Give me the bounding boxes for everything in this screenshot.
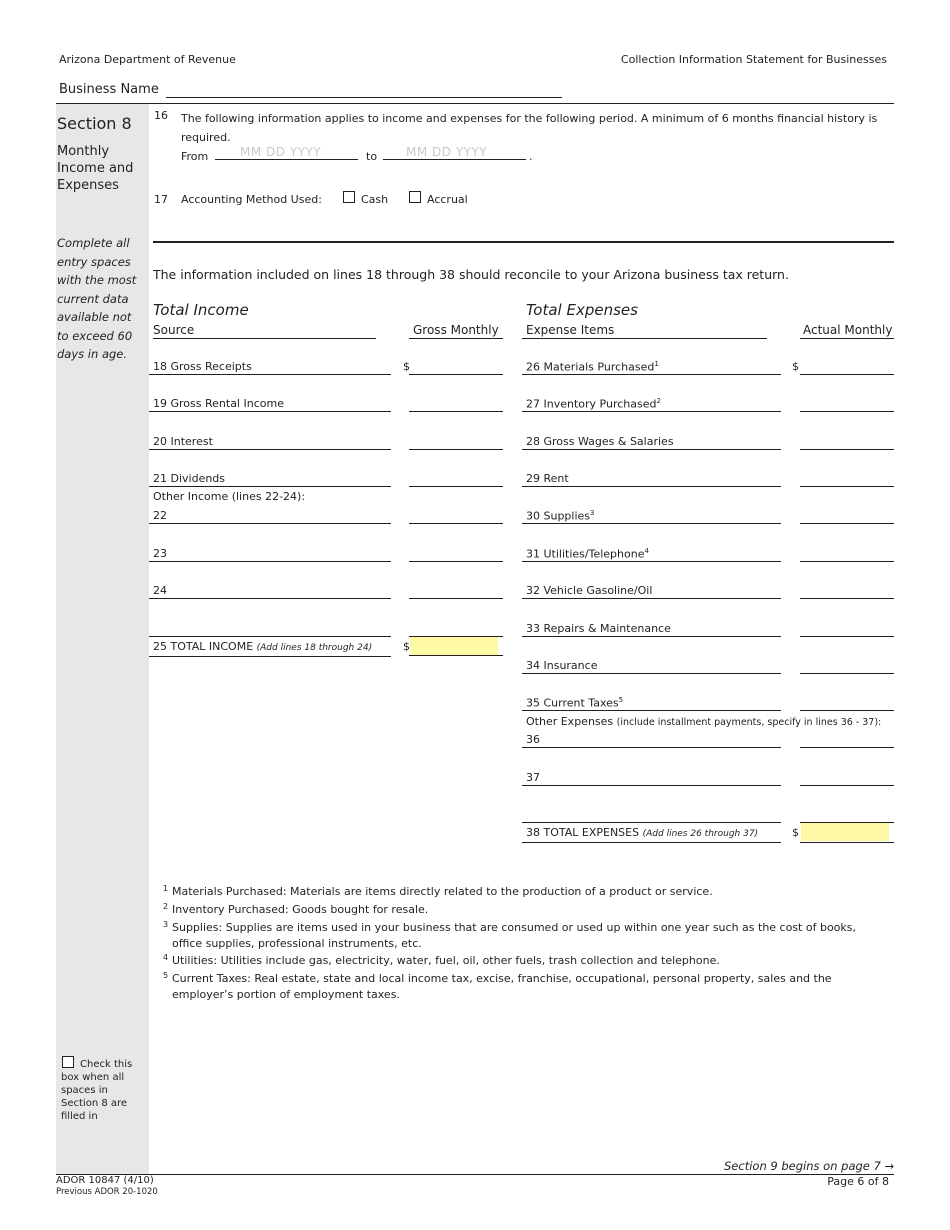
page-number: Page 6 of 8: [827, 1175, 889, 1188]
footnote-number: 4: [163, 953, 169, 962]
expense-row-label: [526, 659, 597, 672]
other-income-row-label: 24: [153, 584, 167, 597]
other-income-amount-field[interactable]: [409, 523, 503, 524]
expense-total-top-rule: [522, 822, 781, 823]
expenses-title: Total Expenses: [526, 301, 638, 319]
section-complete-note: Check this box when all spaces in Section 8 are filled in: [61, 1059, 133, 1122]
other-expense-description-field[interactable]: [522, 747, 781, 748]
line-16-number: 16: [154, 109, 168, 122]
total-income-label-rule: [149, 656, 391, 657]
expenses-items-header-rule: [522, 338, 767, 339]
expense-row-amount-field[interactable]: [800, 449, 894, 450]
expense-row-text: 33 Repairs & Maintenance: [526, 622, 671, 635]
other-expense-row-label: 36: [526, 733, 540, 746]
expense-row-text: 27 Inventory Purchased: [526, 397, 657, 411]
arrow-right-icon: →: [884, 1159, 895, 1173]
income-source-header: Source: [153, 323, 195, 337]
form-title: Collection Information Statement for Businesses: [620, 53, 887, 66]
other-income-description-field[interactable]: [149, 598, 391, 599]
from-date-placeholder: MM DD YYYY: [240, 145, 322, 159]
expense-row-label-rule: [522, 636, 781, 637]
income-amount-header-rule: [409, 338, 503, 339]
to-label: to: [366, 150, 378, 163]
cash-label: Cash: [361, 193, 389, 206]
expense-row-amount-field[interactable]: [800, 411, 894, 412]
other-expenses-label: Other Expenses (include installment payments, specify in lines 36 - 37):: [526, 715, 882, 728]
header-rule: [56, 103, 894, 104]
section-divider: [153, 241, 894, 243]
other-expense-amount-field[interactable]: [800, 785, 894, 786]
expense-row-amount-field[interactable]: [800, 561, 894, 562]
other-income-description-field[interactable]: [149, 523, 391, 524]
section-subtitle: Monthly Income and Expenses: [57, 144, 134, 193]
expense-row-label: [526, 547, 649, 561]
to-date-field[interactable]: [383, 159, 526, 160]
total-income-field[interactable]: [410, 637, 498, 655]
expense-row-label: [526, 584, 652, 597]
expense-row-footnote-ref: 2: [656, 397, 661, 405]
income-row-amount-field[interactable]: [409, 486, 503, 487]
expense-row-footnote-ref: 3: [590, 509, 595, 517]
other-income-row-label: 23: [153, 547, 167, 560]
expense-row-label-rule: [522, 523, 781, 524]
expense-row-label: [526, 622, 671, 635]
expense-row-label-rule: [522, 673, 781, 674]
total-income-dollar: $: [403, 640, 410, 653]
next-section-note: Section 9 begins on page 7 →: [724, 1159, 895, 1173]
expense-row-footnote-ref: 5: [618, 696, 624, 704]
reconcile-note: The information included on lines 18 through 38 should reconcile to your Arizona business tax return.: [153, 267, 789, 282]
expense-row-text: 32 Vehicle Gasoline/Oil: [526, 584, 653, 597]
total-income-field-rule: [409, 655, 503, 656]
expense-row-amount-field[interactable]: [800, 673, 894, 674]
expenses-items-header: Expense Items: [526, 323, 615, 337]
period-end: .: [529, 150, 533, 163]
accrual-label: Accrual: [427, 193, 468, 206]
total-income-note: (Add lines 18 through 24): [256, 643, 373, 653]
footer-rule: [56, 1174, 894, 1175]
total-expenses-label: 38 TOTAL EXPENSES (Add lines 26 through 37): [526, 826, 759, 839]
section-instruction: Complete all entry spaces with the most current data available not to exceed 60 days in age.: [57, 236, 137, 361]
expense-row-amount-field[interactable]: [800, 598, 894, 599]
other-expense-row-label: 37: [526, 771, 540, 784]
income-row-amount-field[interactable]: [409, 449, 503, 450]
expenses-amount-header: Actual Monthly: [803, 323, 893, 337]
footnote-text: Utilities: Utilities include gas, electricity, water, fuel, oil, other fuels, trash collection and telephone.: [172, 954, 720, 967]
other-expense-description-field[interactable]: [522, 785, 781, 786]
income-row-label-rule: [149, 449, 391, 450]
income-row-label-rule: [149, 411, 391, 412]
expense-row-label-rule: [522, 561, 781, 562]
expense-row-label-rule: [522, 449, 781, 450]
section-title: Section 8: [57, 114, 132, 133]
expense-row-text: 28 Gross Wages & Salaries: [526, 435, 674, 448]
total-expenses-note: (Add lines 26 through 37): [642, 829, 759, 839]
expense-row-text: 30 Supplies: [526, 509, 591, 523]
income-row-amount-field[interactable]: [409, 374, 503, 375]
to-date-placeholder: MM DD YYYY: [406, 145, 488, 159]
income-source-header-rule: [153, 338, 376, 339]
expense-row-label: [526, 360, 659, 374]
expense-row-label: [526, 696, 623, 710]
footnote-text: Current Taxes: Real estate, state and local income tax, excise, franchise, occupational, personal property, sales and the employer’s portion of employment taxes.: [172, 972, 832, 1001]
total-income-label: 25 TOTAL INCOME (Add lines 18 through 24): [153, 640, 373, 653]
total-expenses-label-rule: [522, 842, 781, 843]
other-expenses-note: (include installment payments, specify in lines 36 - 37):: [616, 717, 882, 728]
income-row-label-rule: [149, 486, 391, 487]
total-expenses-dollar: $: [792, 826, 799, 839]
income-row-amount-field[interactable]: [409, 411, 503, 412]
other-income-row-label: 22: [153, 509, 167, 522]
accounting-method-label: Accounting Method Used:: [181, 193, 322, 206]
footnote-number: 5: [163, 971, 169, 980]
income-total-top-rule: [149, 636, 391, 637]
business-name-field[interactable]: [166, 97, 562, 98]
expense-row-label-rule: [522, 710, 781, 711]
footnote-number: 1: [163, 884, 169, 893]
expense-row-label: [526, 472, 569, 485]
line-17-number: 17: [154, 193, 168, 206]
income-amount-header: Gross Monthly: [413, 323, 499, 337]
expense-row-dollar: $: [792, 360, 799, 373]
expense-row-label: [526, 435, 674, 448]
expense-row-footnote-ref: 4: [644, 547, 649, 555]
expense-row-label-rule: [522, 598, 781, 599]
other-expense-amount-field[interactable]: [800, 747, 894, 748]
footnote-text: Materials Purchased: Materials are items directly related to the production of a product or service.: [172, 885, 713, 898]
expense-row-amount-field[interactable]: [800, 486, 894, 487]
other-income-label: Other Income (lines 22-24):: [153, 490, 306, 503]
expense-row-amount-field[interactable]: [800, 636, 894, 637]
income-row-dollar: $: [403, 360, 410, 373]
line-16-text: The following information applies to income and expenses for the following period. A minimum of 6 months financial history is required.: [181, 112, 878, 144]
form-id: ADOR 10847 (4/10): [56, 1175, 154, 1186]
expense-row-text: 35 Current Taxes: [526, 696, 619, 710]
expense-row-label: [526, 397, 661, 411]
income-row-label: 21 Dividends: [153, 472, 226, 485]
footnote-number: 3: [163, 920, 169, 929]
accrual-checkbox[interactable]: [409, 191, 421, 203]
expense-row-footnote-ref: 1: [654, 360, 659, 368]
income-row-label: 18 Gross Receipts: [153, 360, 252, 373]
expense-row-text: 29 Rent: [526, 472, 569, 485]
expense-row-amount-field[interactable]: [800, 710, 894, 711]
from-date-field[interactable]: [215, 159, 358, 160]
footnote-text: Inventory Purchased: Goods bought for resale.: [172, 903, 429, 916]
other-income-description-field[interactable]: [149, 561, 391, 562]
from-label: From: [181, 150, 209, 163]
footnote-number: 2: [163, 902, 169, 911]
cash-checkbox[interactable]: [343, 191, 355, 203]
total-expenses-field[interactable]: [801, 823, 889, 841]
footnote-text: Supplies: Supplies are items used in your business that are consumed or used up within one year such as the cost of books, office supplies, professional instruments, etc.: [172, 921, 857, 950]
expenses-amount-header-rule: [800, 338, 894, 339]
income-row-label: 20 Interest: [153, 435, 213, 448]
agency-name: Arizona Department of Revenue: [59, 53, 236, 66]
income-title: Total Income: [153, 301, 249, 319]
expense-row-label-rule: [522, 374, 781, 375]
expense-row-text: 31 Utilities/Telephone: [526, 547, 645, 561]
income-row-label: 19 Gross Rental Income: [153, 397, 284, 410]
expense-row-label-rule: [522, 411, 781, 412]
total-expenses-field-rule: [800, 842, 894, 843]
other-income-amount-field[interactable]: [409, 598, 503, 599]
business-name-label: Business Name: [59, 82, 159, 97]
other-income-amount-field[interactable]: [409, 561, 503, 562]
expense-row-amount-field[interactable]: [800, 374, 894, 375]
expense-row-text: 26 Materials Purchased: [526, 360, 655, 374]
expense-row-amount-field[interactable]: [800, 523, 894, 524]
expense-row-text: 34 Insurance: [526, 659, 598, 672]
expense-row-label: [526, 509, 595, 523]
expense-row-label-rule: [522, 486, 781, 487]
previous-form-id: Previous ADOR 20-1020: [56, 1187, 158, 1197]
income-row-label-rule: [149, 374, 391, 375]
